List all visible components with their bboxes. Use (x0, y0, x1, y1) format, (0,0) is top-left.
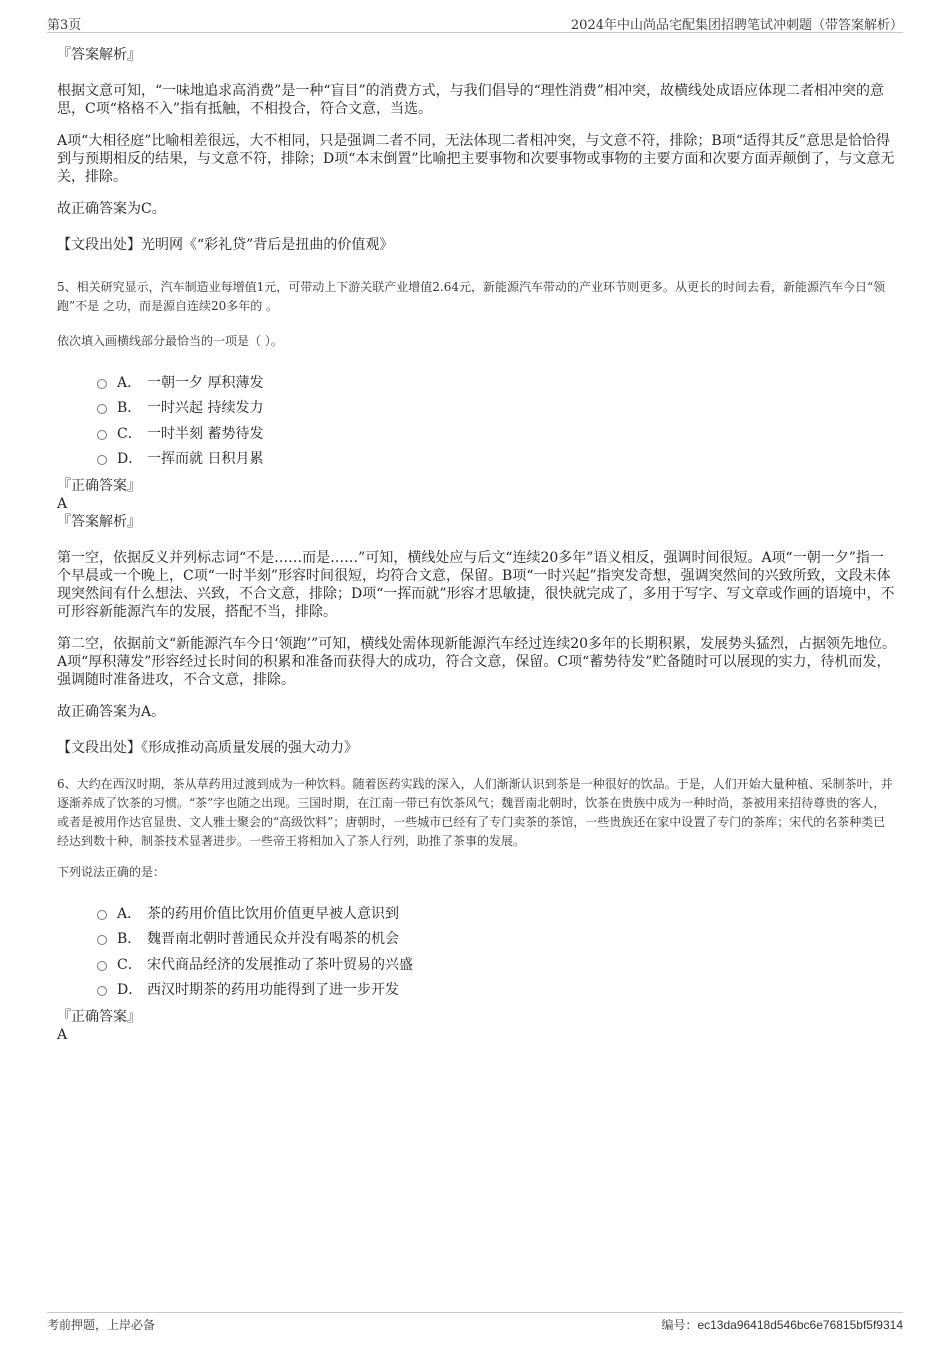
document-code: 编号：ec13da96418d546bc6e76815bf5f9314 (661, 1318, 903, 1332)
option-letter: C． (117, 956, 142, 973)
analysis-paragraph: 第一空，依据反义并列标志词“不是……而是……”可知，横线处应与后文“连续20多年”语义相反，强调时间很短。A项“一朝一夕”指一个早晨或一个晚上，C项“一时半刻”形容时间很短，均符合文意，保留。B项“一时兴起”指突发奇想，强调突然间的兴致所致，文段未体现突然间有什么想法、兴致，不合文意，排除；D项“一挥而就”形容才思敏捷，很快就完成了，多用于写字、写文章或作画的语境中，不可形容新能源汽车的发展，搭配不当，排除。 (57, 550, 895, 620)
option-text: 茶的药用价值比饮用价值更早被人意识到 (147, 905, 399, 922)
option-b[interactable] (97, 395, 897, 421)
question-6 (57, 775, 897, 1044)
question-5 (57, 278, 897, 757)
answer-conclusion: 故正确答案为C。 (57, 201, 166, 217)
document-title: 2024年中山尚品宅配集团招聘笔试冲刺题（带答案解析） (570, 18, 903, 33)
answer-options (97, 900, 897, 1002)
footer-slogan: 考前押题，上岸必备 (47, 1318, 156, 1332)
correct-answer-label: 『正确答案』 (57, 1009, 141, 1025)
source-citation: 【文段出处】光明网《“彩礼贷”背后是扭曲的价值观》 (57, 237, 394, 253)
option-letter: B． (117, 931, 142, 948)
analysis-paragraph: A项“大相径庭”比喻相差很远，大不相同，只是强调二者不同，无法体现二者相冲突，与文意不符，排除；B项“适得其反”意思是恰恰得到与预期相反的结果，与文意不符，排除；D项“本末倒置”比喻把主要事物和次要事物或事物的主要方面和次要方面弄颠倒了，与文意无关，排除。 (57, 133, 895, 185)
option-b[interactable] (97, 926, 897, 952)
answer-conclusion: 故正确答案为A。 (57, 704, 166, 720)
analysis-paragraph: 根据文意可知，“一味地追求高消费”是一种“盲目”的消费方式，与我们倡导的“理性消费”相冲突，故横线处成语应体现二者相冲突的意思，C项“格格不入”指有抵触，不相投合，符合文意，当选。 (57, 83, 884, 117)
page-header (47, 12, 903, 33)
radio-icon[interactable] (97, 455, 107, 465)
option-text: 魏晋南北朝时普通民众并没有喝茶的机会 (147, 931, 399, 948)
option-letter: B． (117, 400, 142, 417)
option-text: 宋代商品经济的发展推动了茶叶贸易的兴盛 (147, 956, 413, 973)
option-text: 西汉时期茶的药用功能得到了进一步开发 (147, 982, 399, 999)
page-footer (47, 1312, 903, 1333)
option-text: 一时兴起 持续发力 (147, 400, 264, 417)
question-instruction: 下列说法正确的是： (57, 865, 166, 879)
option-a[interactable] (97, 369, 897, 395)
source-citation: 【文段出处】《形成推动高质量发展的强大动力》 (57, 740, 358, 756)
analysis-paragraph: 第二空，依据前文“新能源汽车今日‘领跑’”可知，横线处需体现新能源汽车经过连续20多年的长期积累，发展势头猛烈，占据领先地位。A项“厚积薄发”形容经过长时间的积累和准备而获得大的成功，符合文意，保留。C项“蓄势待发”贮备随时可以展现的实力，待机而发，强调随时准备进攻，不合文意，排除。 (57, 636, 897, 688)
correct-answer: A (57, 1027, 68, 1043)
page-content (57, 46, 897, 1044)
option-letter: C． (117, 425, 142, 442)
correct-answer-label: 『正确答案』 (57, 478, 141, 494)
page-number: 第3页 (47, 18, 82, 33)
analysis-label: 『答案解析』 (57, 47, 141, 63)
question-instruction: 依次填入画横线部分最恰当的一项是（ ）。 (57, 334, 283, 348)
radio-icon[interactable] (97, 910, 107, 920)
radio-icon[interactable] (97, 404, 107, 414)
radio-icon[interactable] (97, 935, 107, 945)
option-c[interactable] (97, 951, 897, 977)
option-letter: D． (117, 982, 143, 999)
option-text: 一挥而就 日积月累 (147, 451, 264, 468)
option-letter: D． (117, 451, 143, 468)
option-letter: A． (117, 374, 142, 391)
question-stem: 6、大约在西汉时期，茶从草药用过渡到成为一种饮料。随着医药实践的深入，人们渐渐认识到茶是一种很好的饮品。于是，人们开始大量种植、采制茶叶，并逐渐养成了饮茶的习惯。“茶”字也随之出现。三国时期，在江南一带已有饮茶风气；魏晋南北朝时，饮茶在贵族中成为一种时尚，茶被用来招待尊贵的客人，或者是被用作达官显贵、文人雅士聚会的“高级饮料”；唐朝时，一些城市已经有了专门卖茶的茶馆，一些贵族还在家中设置了专门的茶库；宋代的名茶种类已经达到数十种，制茶技术显著进步。一些帝王将相加入了茶人行列，助推了茶事的发展。 (57, 777, 893, 848)
answer-options (97, 369, 897, 471)
radio-icon[interactable] (97, 430, 107, 440)
radio-icon[interactable] (97, 379, 107, 389)
option-d[interactable] (97, 977, 897, 1003)
option-text: 一朝一夕 厚积薄发 (147, 374, 264, 391)
option-text: 一时半刻 蓄势待发 (147, 425, 264, 442)
option-c[interactable] (97, 420, 897, 446)
question-stem: 5、相关研究显示，汽车制造业每增值1元，可带动上下游关联产业增值2.64元，新能源汽车带动的产业环节则更多。从更长的时间去看，新能源汽车今日“领跑”不是 之功，而是源自连续20多年的 。 (57, 280, 886, 313)
correct-answer: A (57, 496, 68, 512)
analysis-label: 『答案解析』 (57, 514, 141, 530)
option-a[interactable] (97, 900, 897, 926)
option-d[interactable] (97, 446, 897, 472)
prev-question-section (57, 46, 897, 254)
radio-icon[interactable] (97, 961, 107, 971)
radio-icon[interactable] (97, 986, 107, 996)
option-letter: A． (117, 905, 142, 922)
